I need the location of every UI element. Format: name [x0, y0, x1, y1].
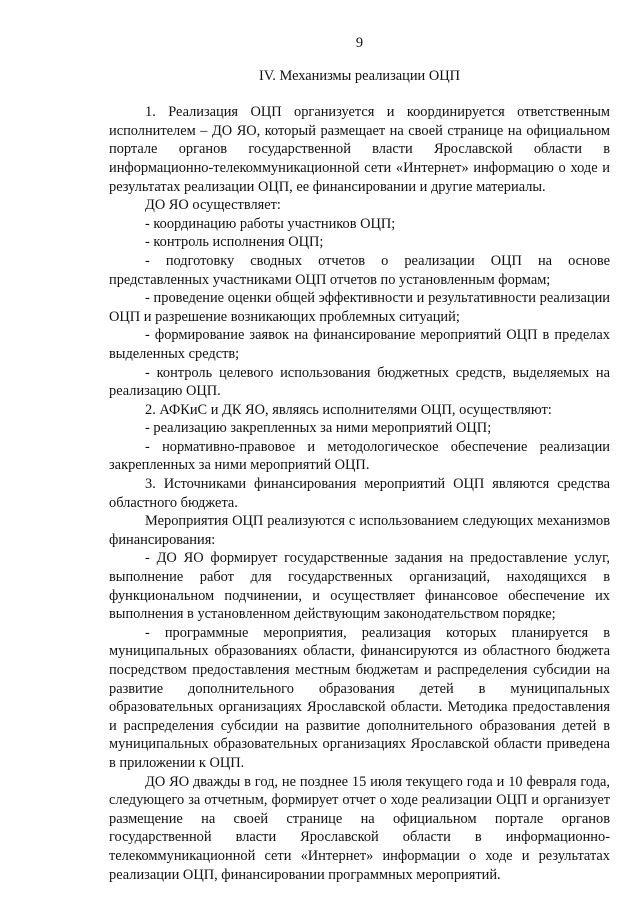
- paragraph-3: 2. АФКиС и ДК ЯО, являясь исполнителями ОЦП, осуществляют:: [145, 401, 552, 418]
- list-item: - формирование заявок на финансирование мероприятий ОЦП в пределах выделенных средств;: [109, 327, 610, 362]
- list-item: - ДО ЯО формирует государственные задания на предоставление услуг, выполнение работ для государственных организаций, находящихся в функциональном подчинении, и осуществляет финансовое обеспечение их выполнения в установленном действующим законодательством порядке;: [109, 550, 610, 623]
- list-item: - реализацию закрепленных за ними мероприятий ОЦП;: [145, 420, 492, 437]
- list-item: - программные мероприятия, реализация которых планируется в муниципальных образованиях области, финансируются из областного бюджета посредством предоставления местным бюджетам и распределения субсидии на развитие дополнительного образования детей в муниципальных образовательных организациях Ярославской области. Методика предоставления и распределения субсидии на развитие дополнительного образования детей в муниципальных образовательных организациях Ярославской области приведена в приложении к ОЦП.: [109, 624, 610, 771]
- list-item: - нормативно-правовое и методологическое обеспечение реализации закрепленных за ними мероприятий ОЦП.: [109, 438, 610, 474]
- paragraph-2: ДО ЯО осуществляет:: [145, 197, 281, 214]
- list-item: - подготовку сводных отчетов о реализации ОЦП на основе представленных участниками ОЦП отчетов по установленным формам;: [109, 252, 610, 288]
- list-item: - контроль целевого использования бюджетных средств, выделяемых на реализацию ОЦП.: [109, 364, 610, 400]
- page-number: 9: [355, 35, 364, 51]
- list-item: - координацию работы участников ОЦП;: [145, 215, 396, 232]
- list-item: - проведение оценки общей эффективности и результативности реализации ОЦП и разрешение возникающих проблемных ситуаций;: [109, 290, 610, 325]
- section-title: IV. Механизмы реализации ОЦП: [258, 67, 461, 84]
- paragraph-1: 1. Реализация ОЦП организуется и координируется ответственным исполнителем – ДО ЯО, который размещает на своей странице на официальном портале органов государственной власти Ярославской области в информационно-телекоммуникационной сети «Интернет» информацию о ходе и результатах реализации ОЦП, ее финансировании и другие материалы.: [109, 104, 610, 195]
- paragraph-6: ДО ЯО дважды в год, не позднее 15 июля текущего года и 10 февраля года, следующего за отчетным, формирует отчет о ходе реализации ОЦП и организует размещение на своей странице на официальном портале органов государственной власти Ярославской области в информационно-телекоммуникационной сети «Интернет» информации о ходе и результатах реализации ОЦП, финансировании программных мероприятий.: [109, 773, 610, 883]
- paragraph-4: 3. Источниками финансирования мероприятий ОЦП являются средства областного бюджета.: [109, 476, 610, 511]
- paragraph-5: Мероприятия ОЦП реализуются с использованием следующих механизмов финансирования:: [109, 513, 610, 548]
- list-item: - контроль исполнения ОЦП;: [145, 234, 324, 251]
